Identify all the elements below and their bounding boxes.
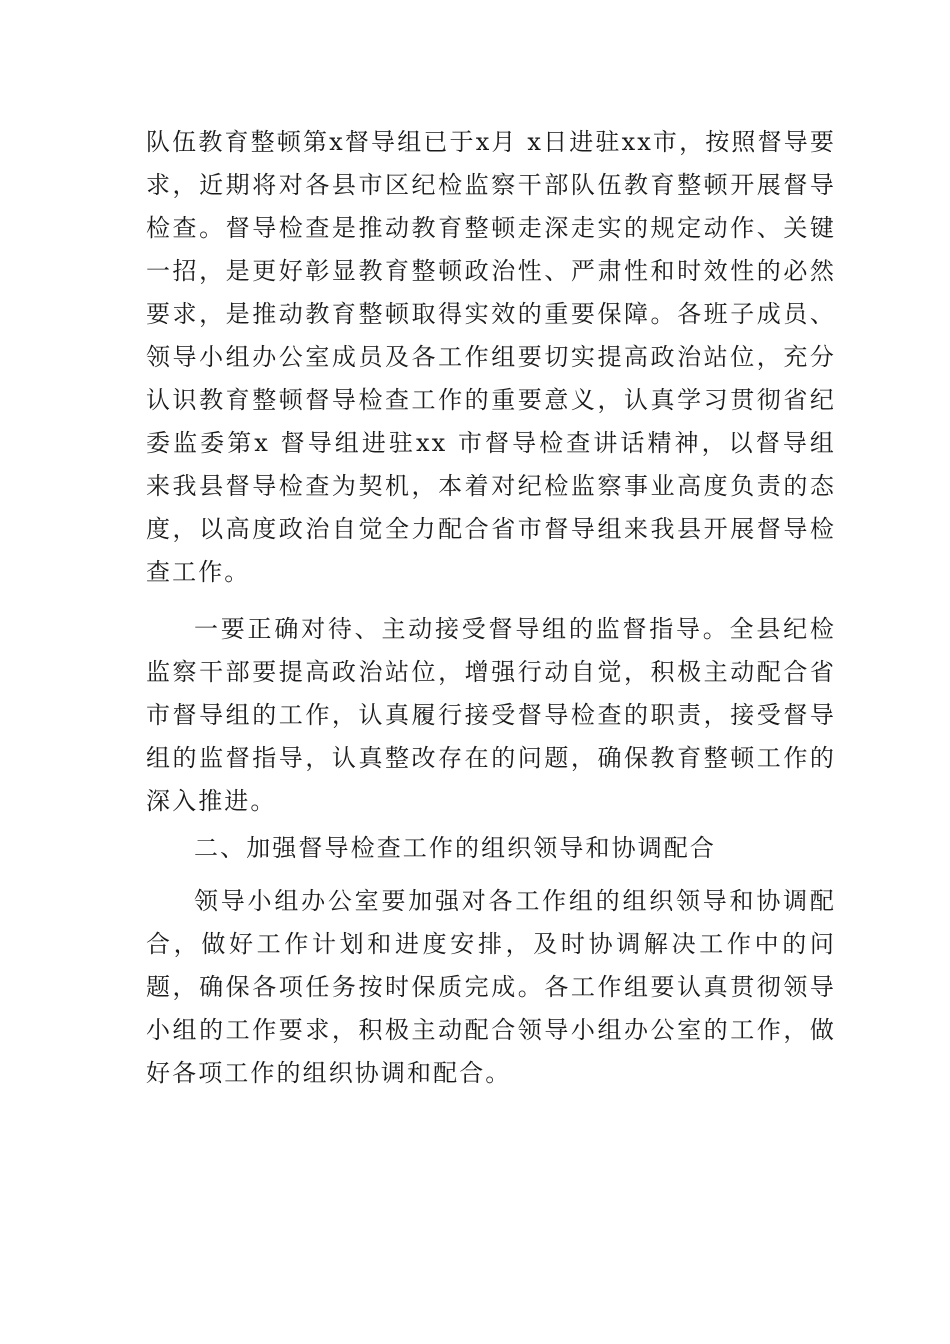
section-heading-two: 二、加强督导检查工作的组织领导和协调配合 [194, 834, 716, 862]
paragraph-intro: 队伍教育整顿第x督导组已于x月 x日进驻xx市，按照督导要求，近期将对各县市区纪检监察干部队伍教育整顿开展督导检查。督导检查是推动教育整顿走深走实的规定动作、关键一招，是更好彰显教育整顿政治性、严肃性和时效性的必然要求，是推动教育整顿取得实效的重要保障。各班子成员、领导小组办公室成员及各工作组要切实提高政治站位，充分认识教育整顿督导检查工作的重要意义，认真学习贯彻省纪委监委第x 督导组进驻xx 市督导检查讲话精神，以督导组来我县督导检查为契机，本着对纪检监察事业高度负责的态度，以高度政治自觉全力配合省市督导组来我县开展督导检查工作。 [146, 128, 836, 586]
paragraph-section-two: 领导小组办公室要加强对各工作组的组织领导和协调配合，做好工作计划和进度安排，及时协调解决工作中的问题，确保各项任务按时保质完成。各工作组要认真贯彻领导小组的工作要求，积极主动配合领导小组办公室的工作，做好各项工作的组织协调和配合。 [146, 887, 836, 1087]
document-body [146, 121, 836, 1095]
paragraph-point-one: 一要正确对待、主动接受督导组的监督指导。全县纪检监察干部要提高政治站位，增强行动自觉，积极主动配合省市督导组的工作，认真履行接受督导检查的职责，接受督导组的监督指导，认真整改存在的问题，确保教育整顿工作的深入推进。 [146, 615, 836, 815]
